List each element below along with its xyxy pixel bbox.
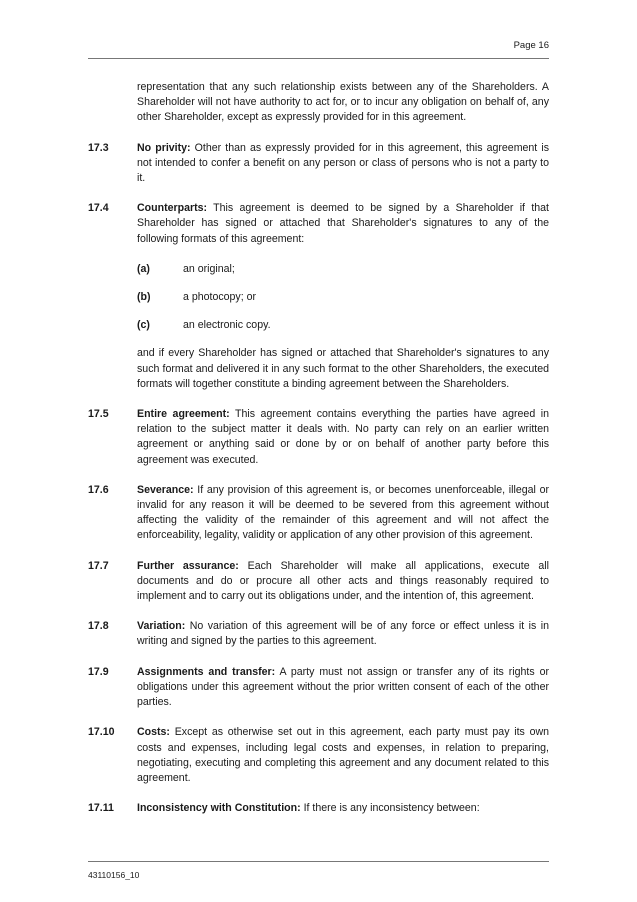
list-item [137, 262, 549, 277]
header-rule [88, 58, 549, 59]
clause-text: No variation of this agreement will be of any force or effect unless it is in writing and signed by the parties to this agreement. [137, 620, 549, 648]
clause-text: Except as otherwise set out in this agreement, each party must pay its own costs and expenses, including legal costs and expenses, in relation to preparing, negotiating, executing and completing this agreement and any document related to this agreement. [137, 726, 549, 784]
clause-17-4-tail: and if every Shareholder has signed or attached that Shareholder's signatures to any such format and delivered it in any such format to the other Shareholders, the executed formats will together constitute a binding agreement between the Shareholders. [137, 347, 549, 390]
clause-title: Costs: [137, 726, 170, 739]
clause-text: Each Shareholder will make all applications, execute all documents and do or procure all other acts and things reasonably required to implement and to carry out its obligations under, and the intention of, this agreement. [137, 559, 549, 603]
clause-17-3 [88, 141, 549, 187]
clause-number: 17.10 [88, 726, 115, 739]
list-item-label: (c) [137, 319, 150, 332]
footer-rule [88, 861, 549, 862]
clause-number: 17.11 [88, 802, 114, 815]
intro-paragraph: representation that any such relationship exists between any of the Shareholders. A Shareholder will not have authority to act for, or to incur any obligation on behalf of, any other Shareholder, except as expressly provided for in this agreement. [137, 81, 549, 124]
clause-17-5 [88, 407, 549, 468]
clause-number: 17.7 [88, 559, 109, 572]
clause-text: If there is any inconsistency between: [300, 802, 480, 815]
clause-17-10 [88, 725, 549, 786]
clause-title: Inconsistency with Constitution: [137, 802, 301, 815]
clause-text: A party must not assign or transfer any of its rights or obligations under this agreement without the prior written consent of each of the other parties. [137, 665, 549, 709]
document-body [88, 80, 549, 816]
clause-title: Variation: [137, 620, 186, 633]
clause-title: Severance: [137, 483, 194, 496]
page-number: Page 16 [513, 40, 549, 51]
clause-text: This agreement is deemed to be signed by a Shareholder if that Shareholder has signed or attached that Shareholder's signatures to any of the following formats of this agreement: [137, 202, 549, 245]
clause-17-4 [88, 201, 549, 247]
clause-number: 17.9 [88, 665, 109, 678]
clause-title: Counterparts: [137, 202, 208, 215]
clause-17-11 [88, 801, 549, 816]
clause-number: 17.3 [88, 141, 109, 154]
clause-text: Other than as expressly provided for in this agreement, this agreement is not intended to confer a benefit on any person or class of persons who is not a party to it. [137, 141, 550, 185]
clause-number: 17.4 [88, 202, 109, 215]
clause-17-8 [88, 619, 549, 649]
clause-title: Assignments and transfer: [137, 665, 276, 678]
clause-17-7 [88, 559, 549, 605]
clause-17-9 [88, 665, 549, 711]
list-item [137, 318, 549, 333]
clause-title: No privity: [137, 141, 191, 154]
list-item-label: (a) [137, 262, 150, 275]
list-item-text: a photocopy; or [183, 291, 257, 304]
clause-title: Entire agreement: [137, 408, 230, 421]
list-item-text: an electronic copy. [183, 319, 271, 332]
document-reference: 43110156_10 [88, 870, 140, 880]
clause-17-6 [88, 483, 549, 544]
list-item-label: (b) [137, 291, 151, 304]
clause-number: 17.5 [88, 408, 109, 421]
clause-text: This agreement contains everything the parties have agreed in relation to the subject matter it deals with. No party can rely on an earlier written agreement or anything said or done by or on behalf of another party before this agreement was executed. [137, 408, 549, 466]
clause-number: 17.8 [88, 620, 109, 633]
list-item-text: an original; [183, 262, 235, 275]
clause-number: 17.6 [88, 483, 109, 496]
list-item [137, 290, 549, 305]
clause-text: If any provision of this agreement is, or becomes unenforceable, illegal or invalid for any reason it will be deemed to be severed from this agreement without affecting the validity of the remainder of this agreement and will not affect the enforceability, legality, validity or application of any other provision of this agreement. [137, 483, 549, 542]
clause-title: Further assurance: [137, 559, 239, 572]
